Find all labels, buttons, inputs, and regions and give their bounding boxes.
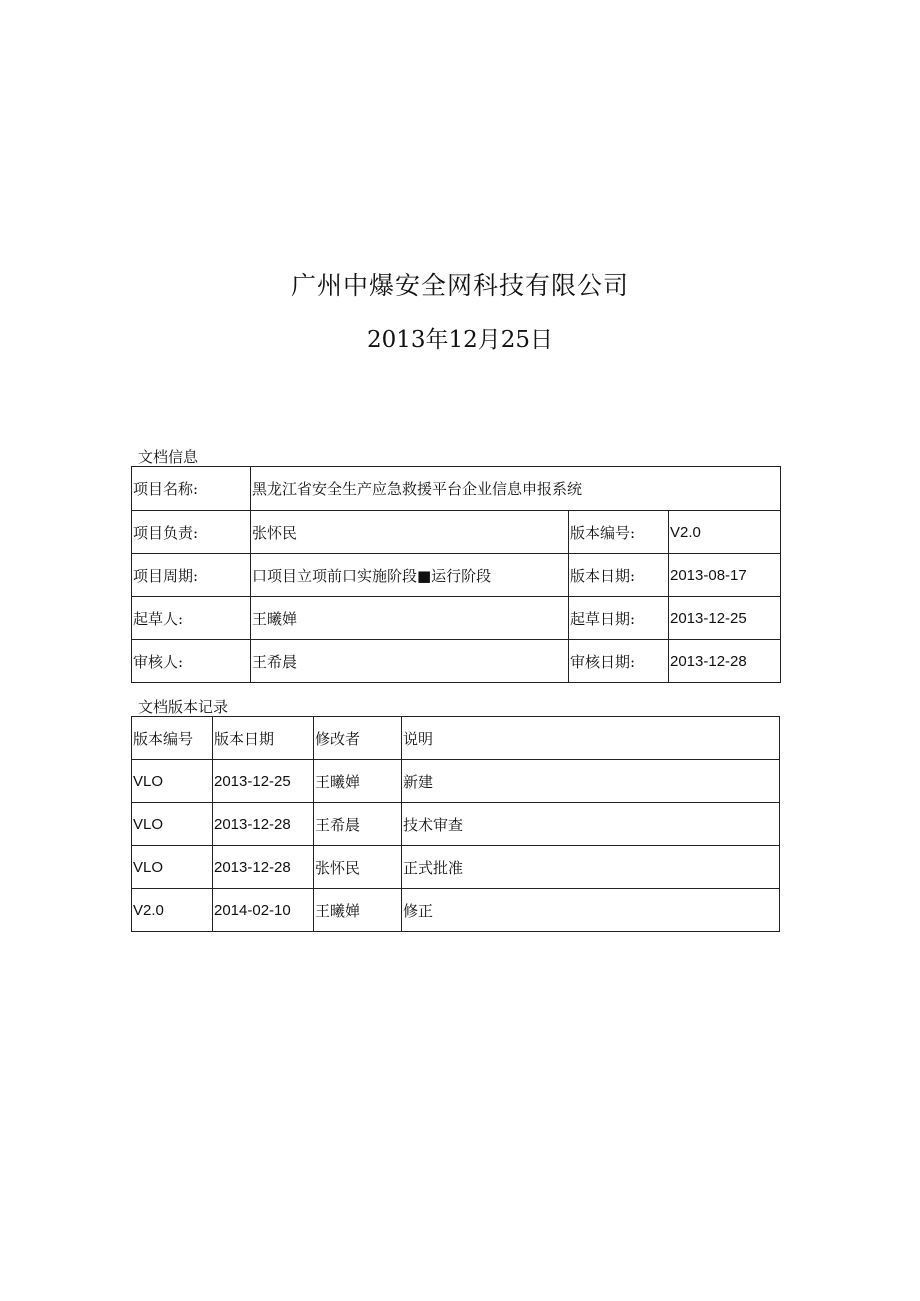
owner-label: 项目负责: [132,511,251,554]
cell-description: 技术审查 [402,803,780,846]
table-row [132,803,780,846]
table-row [132,760,780,803]
project-name-value: 黑龙江省安全生产应急救援平台企业信息申报系统 [251,467,781,511]
draft-date-value: 2013-12-25 [669,597,781,640]
cell-version-no: VLO [132,846,213,889]
cell-modifier: 王曦婵 [314,889,402,932]
cell-version-date: 2013-12-28 [213,803,314,846]
info-row-reviewer [132,640,781,683]
reviewer-value: 王希晨 [251,640,569,683]
review-date-value: 2013-12-28 [669,640,781,683]
version-no-value: V2.0 [669,511,781,554]
cell-version-date: 2013-12-28 [213,846,314,889]
doc-info-table [131,466,781,683]
table-row [132,889,780,932]
header-description: 说明 [402,717,780,760]
info-row-cycle [132,554,781,597]
reviewer-label: 审核人: [132,640,251,683]
cell-modifier: 张怀民 [314,846,402,889]
info-row-drafter [132,597,781,640]
cell-modifier: 王曦婵 [314,760,402,803]
document-date: 2013年12月25日 [366,327,554,353]
cell-description: 新建 [402,760,780,803]
doc-info-label: 文档信息 [138,448,199,466]
cell-description: 修正 [402,889,780,932]
cell-version-no: VLO [132,803,213,846]
cell-version-no: VLO [132,760,213,803]
cell-modifier: 王希晨 [314,803,402,846]
review-date-label: 审核日期: [569,640,669,683]
cell-version-no: V2.0 [132,889,213,932]
header-version-date: 版本日期 [213,717,314,760]
info-row-owner [132,511,781,554]
drafter-label: 起草人: [132,597,251,640]
info-row-project-name [132,467,781,511]
draft-date-label: 起草日期: [569,597,669,640]
cell-version-date: 2013-12-25 [213,760,314,803]
version-history-label: 文档版本记录 [138,698,229,716]
owner-value: 张怀民 [251,511,569,554]
version-date-label: 版本日期: [569,554,669,597]
cell-description: 正式批准 [402,846,780,889]
version-history-table [131,716,780,932]
company-name: 广州中爆安全网科技有限公司 [290,271,629,300]
project-name-label: 项目名称: [132,467,251,511]
header-modifier: 修改者 [314,717,402,760]
header-version-no: 版本编号 [132,717,213,760]
cycle-value: 口项目立项前口实施阶段■运行阶段 [251,554,569,597]
version-date-value: 2013-08-17 [669,554,781,597]
version-no-label: 版本编号: [569,511,669,554]
cell-version-date: 2014-02-10 [213,889,314,932]
drafter-value: 王曦婵 [251,597,569,640]
table-row [132,846,780,889]
cycle-label: 项目周期: [132,554,251,597]
history-header-row [132,717,780,760]
